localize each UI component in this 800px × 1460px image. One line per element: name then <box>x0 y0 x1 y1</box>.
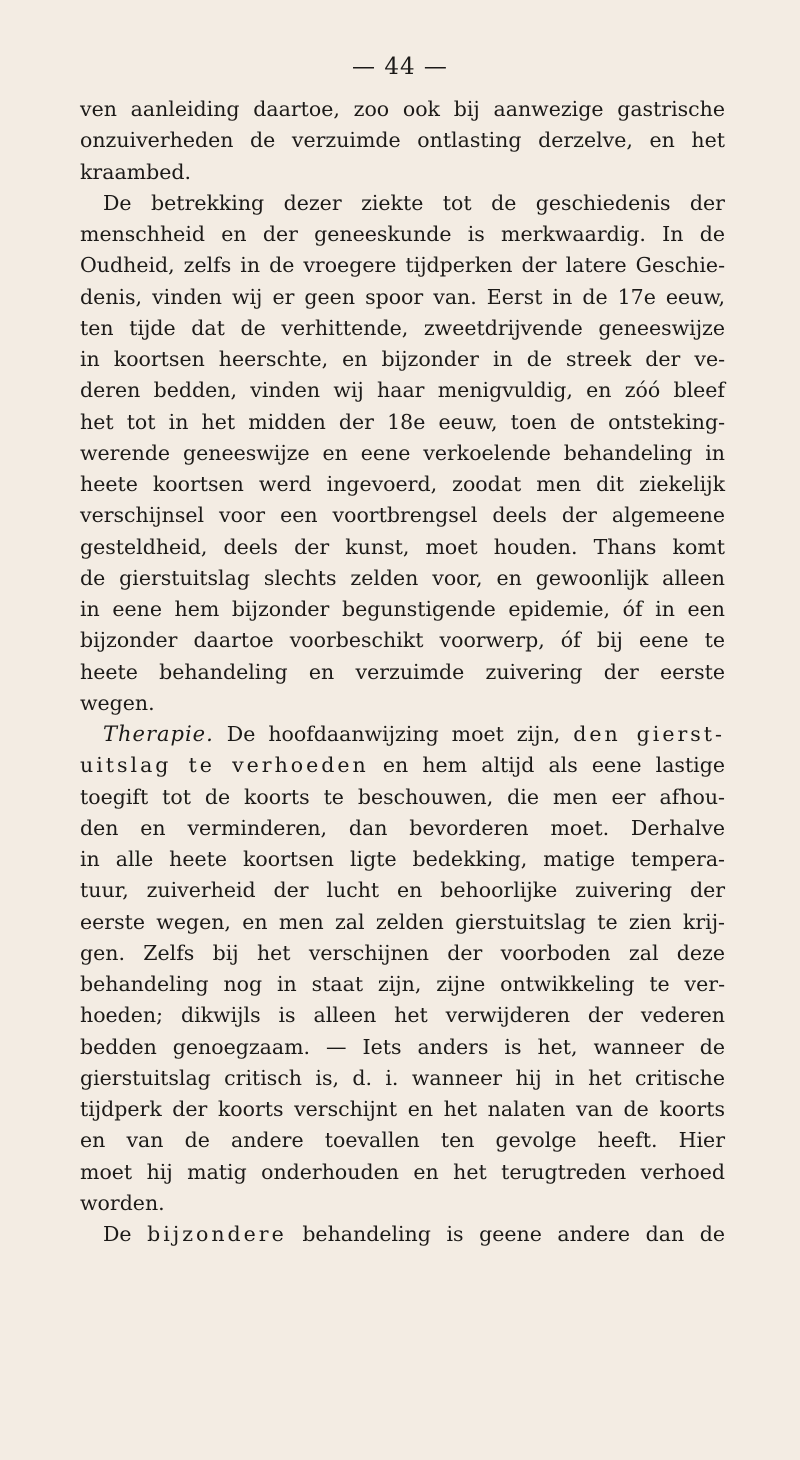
text-line: en van de andere toevallen ten gevolge heeft. Hier <box>80 1128 725 1153</box>
text-line: denis, vinden wij er geen spoor van. Eerst in de 17e eeuw, <box>80 284 725 309</box>
text-line: werende geneeswijze en eene verkoelende behandeling in <box>80 440 725 465</box>
paragraph-1 <box>80 94 725 188</box>
text-line: tuur, zuiverheid der lucht en behoorlijke zuivering der <box>80 878 725 903</box>
paragraph-4 <box>80 1219 725 1250</box>
paragraph-3-therapie <box>80 719 725 1219</box>
paragraph-2 <box>80 188 725 719</box>
text-span: De hoofdaanwijzing moet zijn, <box>226 722 561 746</box>
text-line: eerste wegen, en men zal zelden gierstuitslag te zien krij- <box>80 909 725 934</box>
text-line: den en verminderen, dan bevorderen moet. Derhalve <box>80 815 725 840</box>
text-line: worden. <box>80 1190 165 1215</box>
text-line <box>80 750 725 781</box>
text-line: bedden genoegzaam. — Iets anders is het, wanneer de <box>80 1034 725 1059</box>
text-line: de gierstuitslag slechts zelden voor, en gewoonlijk alleen <box>80 565 725 590</box>
page-number: — 44 — <box>352 54 448 80</box>
text-line: gierstuitslag critisch is, d. i. wanneer hij in het critische <box>80 1065 725 1090</box>
text-line <box>80 719 725 750</box>
text-line: moet hij matig onderhouden en het terugtreden verhoed <box>80 1159 725 1184</box>
emphasis-span: den gierst- <box>573 722 725 746</box>
text-line: onzuiverheden de verzuimde ontlasting derzelve, en het <box>80 128 725 153</box>
text-line: kraambed. <box>80 159 191 184</box>
text-line: hoeden; dikwijls is alleen het verwijderen der vederen <box>80 1003 725 1028</box>
text-line: verschijnsel voor een voortbrengsel deels der algemeene <box>80 503 725 528</box>
text-line: gen. Zelfs bij het verschijnen der voorboden zal deze <box>80 940 725 965</box>
text-line: bijzonder daartoe voorbeschikt voorwerp, óf bij eene te <box>80 628 725 653</box>
text-line: in alle heete koortsen ligte bedekking, matige tempera- <box>80 847 725 871</box>
text-line: heete koortsen werd ingevoerd, zoodat men dit ziekelijk <box>80 472 725 496</box>
text-line: gesteldheid, deels der kunst, moet houden. Thans komt <box>80 534 725 559</box>
text-line: behandeling nog in staat zijn, zijne ontwikkeling te ver- <box>80 972 725 996</box>
text-span: De <box>103 1222 132 1246</box>
therapie-heading: Therapie. <box>103 722 214 746</box>
text-body <box>80 94 725 1250</box>
text-line: het tot in het midden der 18e eeuw, toen de ontsteking- <box>80 409 725 434</box>
text-span: en hem altijd als eene lastige <box>382 753 725 778</box>
emphasis-span: uitslag te verhoeden <box>80 753 369 778</box>
text-line: in eene hem bijzonder begunstigende epidemie, óf in een <box>80 597 725 621</box>
text-span: behandeling is geene andere dan de <box>302 1222 725 1246</box>
text-line: ten tijde dat de verhittende, zweetdrijvende geneeswijze <box>80 315 725 340</box>
text-line: heete behandeling en verzuimde zuivering der eerste <box>80 659 725 684</box>
text-line: ven aanleiding daartoe, zoo ook bij aanwezige gastrische <box>80 97 725 121</box>
text-line <box>80 1219 725 1250</box>
text-line: menschheid en der geneeskunde is merkwaardig. In de <box>80 222 725 246</box>
text-line: toegift tot de koorts te beschouwen, die men eer afhou- <box>80 784 725 809</box>
text-line: deren bedden, vinden wij haar menigvuldig, en zóó bleef <box>80 378 725 403</box>
emphasis-span: bijzondere <box>147 1222 287 1246</box>
text-line: tijdperk der koorts verschijnt en het nalaten van de koorts <box>80 1097 725 1121</box>
text-line: wegen. <box>80 690 155 715</box>
text-line: De betrekking dezer ziekte tot de geschiedenis der <box>103 190 725 215</box>
text-line: in koortsen heerschte, en bijzonder in de streek der ve- <box>80 347 725 371</box>
text-line: Oudheid, zelfs in de vroegere tijdperken der latere Geschie- <box>80 253 725 278</box>
